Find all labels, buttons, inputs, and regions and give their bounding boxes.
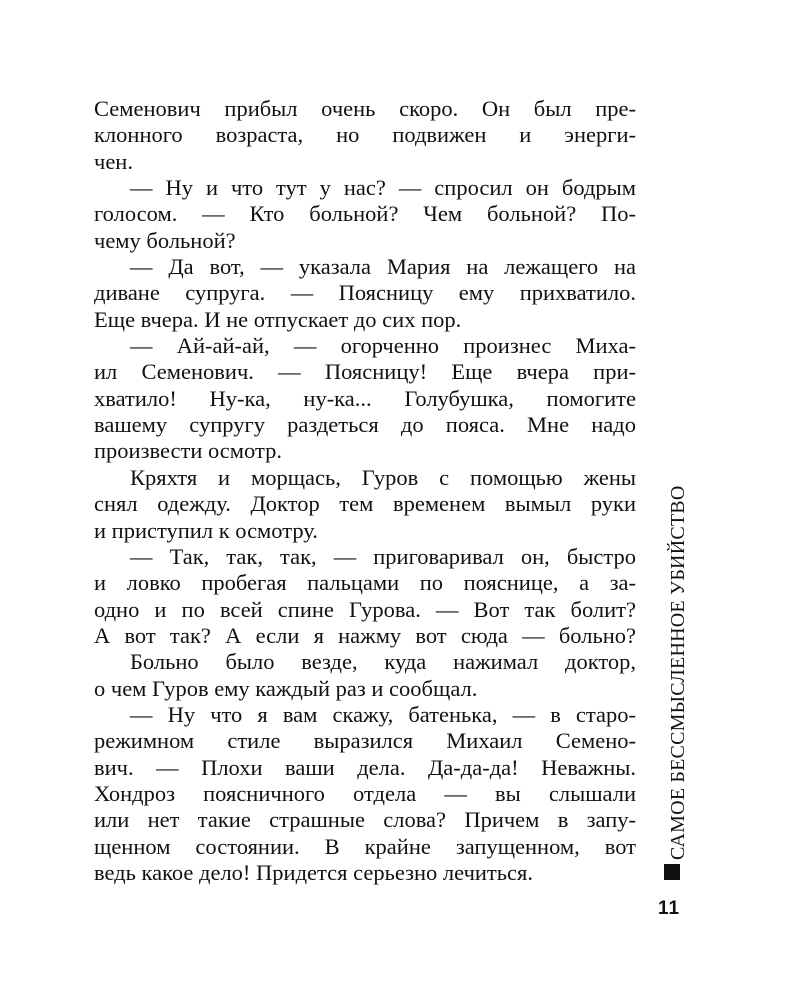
text-line: Хондроз поясничного отдела — вы слышали: [94, 780, 636, 806]
text-line: и приступил к осмотру.: [94, 517, 318, 543]
text-line: — Ну что я вам скажу, батенька, — в старо-: [130, 701, 636, 727]
text-line: снял одежду. Доктор тем временем вымыл руки: [94, 491, 636, 517]
square-bullet-icon: [664, 864, 680, 880]
text-line: хватило! Ну-ка, ну-ка... Голубушка, помогите: [94, 385, 636, 411]
text-line: вич. — Плохи ваши дела. Да-да-да! Неважны.: [94, 754, 636, 780]
text-line: о чем Гуров ему каждый раз и сообщал.: [94, 675, 478, 701]
text-line: режимном стиле выразился Михаил Семено-: [94, 728, 636, 754]
text-line: Кряхтя и морщась, Гуров с помощью жены: [130, 464, 636, 490]
text-line: клонного возраста, но подвижен и энерги-: [94, 122, 636, 148]
running-head: [657, 485, 693, 882]
text-line: ил Семенович. — Поясницу! Еще вчера при-: [94, 359, 636, 385]
body-text: [94, 96, 636, 886]
text-line: щенном состоянии. В крайне запущенном, вот: [94, 833, 636, 859]
text-line: вашему супругу раздеться до пояса. Мне надо: [94, 412, 636, 438]
running-head-title: САМОЕ БЕССМЫСЛЕННОЕ УБИЙСТВО: [667, 485, 689, 860]
text-line: голосом. — Кто больной? Чем больной? По-: [94, 201, 636, 227]
text-line: или нет такие страшные слова? Причем в запу-: [94, 807, 636, 833]
text-line: Еще вчера. И не отпускает до сих пор.: [94, 306, 462, 332]
text-line: произвести осмотр.: [94, 438, 282, 464]
text-line: одно и по всей спине Гурова. — Вот так болит?: [94, 596, 636, 622]
text-line: — Так, так, так, — приговаривал он, быстро: [130, 543, 636, 569]
text-line: — Да вот, — указала Мария на лежащего на: [130, 254, 636, 280]
text-line: Больно было везде, куда нажимал доктор,: [130, 649, 636, 675]
text-line: и ловко пробегая пальцами по пояснице, а за-: [94, 570, 636, 596]
text-line: ведь какое дело! Придется серьезно лечиться.: [94, 859, 533, 885]
page-number: 11: [657, 898, 681, 919]
text-line: чен.: [94, 148, 133, 174]
text-line: — Ну и что тут у нас? — спросил он бодрым: [130, 175, 636, 201]
text-line: А вот так? А если я нажму вот сюда — больно?: [94, 622, 636, 648]
text-line: — Ай-ай-ай, — огорченно произнес Миха-: [130, 333, 636, 359]
text-line: чему больной?: [94, 227, 236, 253]
text-line: диване супруга. — Поясницу ему прихватило.: [94, 280, 636, 306]
text-line: Семенович прибыл очень скоро. Он был пре-: [94, 96, 636, 121]
